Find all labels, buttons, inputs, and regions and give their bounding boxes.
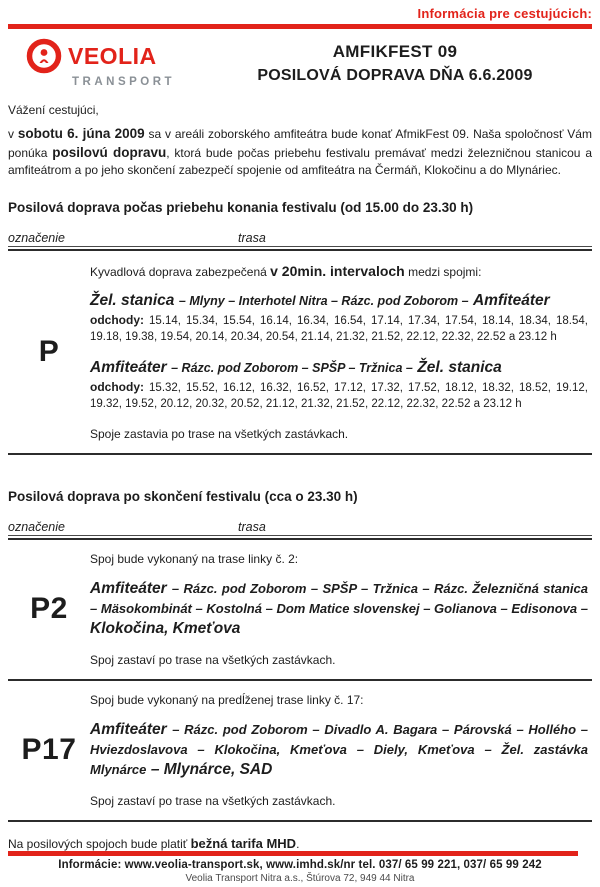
intro-service-bold: posilovú dopravu	[52, 144, 167, 160]
footer-company-address: Veolia Transport Nitra a.s., Štúrova 72, 949 44 Nitra	[185, 872, 415, 884]
row-P2-content	[90, 540, 592, 679]
departures2-times: 15.32, 15.52, 16.12, 16.32, 16.52, 17.12, 17.32, 17.52, 18.12, 18.32, 18.52, 19.12, 19.32, 19.52, 20.12, 20.32, 20.52, 21.12, 21.32, 21.52, 22.12, 22.32, 22.52 a 23.12 h	[90, 381, 588, 410]
shuttle-pre: Kyvadlová doprava zabezpečená	[90, 264, 271, 279]
designation-P2: P2	[30, 592, 68, 625]
route-P2-end: Klokočina, Kmeťova	[90, 619, 241, 637]
departures2-label: odchody:	[90, 379, 144, 394]
intro-text-pre: v	[8, 127, 18, 141]
top-red-rule	[8, 24, 592, 29]
route-line-2	[90, 579, 588, 639]
shuttle-interval-bold: v 20min. intervaloch	[270, 262, 405, 279]
line2-service-note: Spoj bude vykonaný na trase linky č. 2:	[90, 551, 299, 566]
route-P17-start: Amfiteáter	[90, 720, 167, 738]
route-P17-end: – Mlynárce, SAD	[150, 760, 273, 778]
salutation: Vážení cestujúci,	[8, 103, 99, 117]
veolia-logo	[8, 38, 198, 88]
route-P2-middle: – Rázc. pod Zoborom – SPŠP – Tržnica – Rázc. Železničná stanica – Mäsokombinát – Kostolná – Dom Matice slovenskej – Golianova – Edisonova –	[90, 580, 588, 616]
service-title: POSILOVÁ DOPRAVA DŇA 6.6.2009	[257, 67, 533, 84]
table2-row-P2	[8, 540, 592, 679]
table2-col-designation: označenie	[8, 519, 65, 534]
shuttle-service-line	[90, 263, 588, 279]
table2-end-rule	[8, 820, 592, 822]
document-titles	[198, 38, 592, 85]
veolia-circle-icon	[26, 38, 62, 74]
table2-col-route: trasa	[238, 519, 266, 534]
tariff-note	[8, 836, 592, 851]
table1-header	[8, 231, 592, 247]
event-title: AMFIKFEST 09	[332, 42, 458, 61]
passenger-info-banner: Informácia pre cestujúcich:	[417, 6, 592, 21]
masthead	[8, 38, 592, 88]
footer-contact-info: Informácie: www.veolia-transport.sk, www.imhd.sk/nr tel. 037/ 65 99 221, 037/ 65 99 242	[58, 858, 542, 871]
route1-start: Žel. stanica	[90, 291, 175, 309]
intro-text-mid: sa v areáli zoborského amfiteátra bude konať AfmikFest 09. Naša spoločnosť Vám ponúka	[8, 127, 592, 160]
route1-end: Amfiteáter	[472, 291, 550, 309]
intro-date-bold: sobotu 6. júna 2009	[17, 126, 145, 141]
intro-text-end: , ktorá bude počas priebehu festivalu premávať medzi železničnou stanicou a amfiteátrom a po jeho skončení zabezpečí spojenie od amfiteátra na Čermáň, Klokočinu a do Mlynáriec.	[8, 145, 592, 177]
route2-start: Amfiteáter	[90, 358, 167, 376]
logo-subtitle: TRANSPORT	[72, 76, 176, 88]
route-to-station	[90, 359, 588, 377]
row-P-content	[90, 251, 592, 453]
stops-note-P2: Spoj zastaví po trase na všetkých zastávkach.	[90, 652, 336, 667]
route-P17-middle: – Rázc. pod Zoborom – Divadlo A. Bagara – Párovská – Hollého – Hviezdoslavova – Klokočina, Kmeťova – Diely, Kmeťova – Žel. zastávka Mlynárce	[90, 721, 588, 777]
footer-red-rule	[8, 851, 578, 856]
logo-wordmark: VEOLIA	[68, 42, 157, 69]
stops-note-P17: Spoj zastaví po trase na všetkých zastávkach.	[90, 793, 336, 808]
tariff-bold: bežná tarifa MHD	[190, 835, 297, 851]
table1-col-route: trasa	[238, 230, 266, 245]
intro-paragraph	[8, 125, 592, 180]
stops-note-P: Spoje zastavia po trase na všetkých zastávkach.	[90, 426, 349, 441]
row-P17-content	[90, 681, 592, 820]
table2-row-P17	[8, 681, 592, 820]
route-line-17	[90, 720, 588, 780]
tariff-post: .	[296, 836, 300, 851]
route-P2-start: Amfiteáter	[90, 579, 167, 597]
table1-end-rule	[8, 453, 592, 455]
route2-middle: – Rázc. pod Zoborom – SPŠP – Tržnica –	[171, 360, 413, 375]
departures-1	[90, 312, 588, 346]
footer	[8, 851, 592, 887]
departures-2	[90, 379, 588, 413]
route2-end: Žel. stanica	[417, 358, 502, 376]
route1-middle: – Mlyny – Interhotel Nitra – Rázc. pod Zoborom –	[178, 293, 469, 308]
route-to-amphitheatre	[90, 292, 588, 310]
table1-col-designation: označenie	[8, 230, 65, 245]
departures1-label: odchody:	[90, 312, 144, 327]
shuttle-post: medzi spojmi:	[404, 264, 482, 279]
designation-P17: P17	[21, 733, 77, 766]
table1-row-P	[8, 251, 592, 453]
tariff-pre: Na posilových spojoch bude platiť	[8, 836, 191, 851]
section2-heading: Posilová doprava po skončení festivalu (cca o 23.30 h)	[8, 488, 358, 504]
designation-P: P	[38, 334, 60, 368]
line17-service-note: Spoj bude vykonaný na predĺženej trase linky č. 17:	[90, 692, 364, 707]
table2-header	[8, 520, 592, 536]
section1-heading: Posilová doprava počas priebehu konania festivalu (od 15.00 do 23.30 h)	[8, 199, 474, 215]
departures1-times: 15.14, 15.34, 15.54, 16.14, 16.34, 16.54, 17.14, 17.34, 17.54, 18.14, 18.34, 18.54, 19.18, 19.38, 19.54, 20.14, 20.34, 20.54, 21.14, 21.32, 21.52, 22.12, 22.32, 22.52 a 23.12 h	[90, 314, 588, 343]
